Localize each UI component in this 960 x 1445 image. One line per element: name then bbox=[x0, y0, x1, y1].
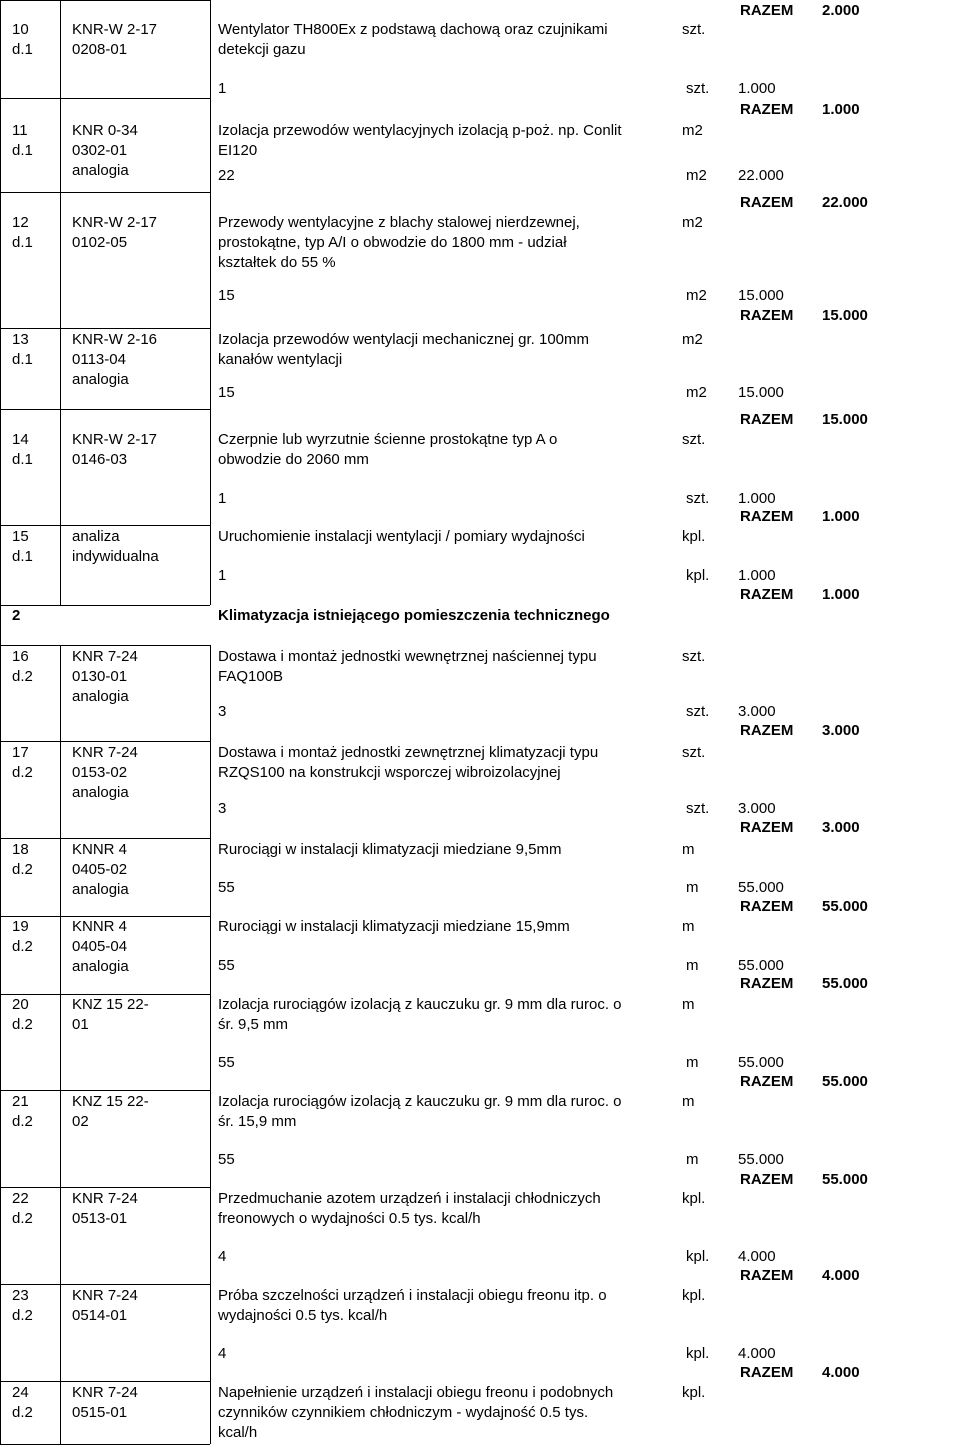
item-code: 0113-04 bbox=[72, 351, 126, 368]
item-unit: kpl. bbox=[682, 528, 706, 545]
razem-label: RAZEM bbox=[740, 819, 794, 836]
item-code: analogia bbox=[72, 784, 129, 801]
item-description: prostokątne, typ A/I o obwodzie do 1800 mm - udział bbox=[218, 234, 567, 251]
razem-label: RAZEM bbox=[740, 586, 794, 603]
item-value: 4.000 bbox=[738, 1248, 776, 1265]
row-divider bbox=[0, 645, 210, 646]
item-code: analogia bbox=[72, 162, 129, 179]
item-code: 0130-01 bbox=[72, 668, 128, 685]
item-description: Izolacja przewodów wentylacyjnych izolacją p-poż. np. Conlit bbox=[218, 122, 622, 139]
item-section: d.2 bbox=[12, 1404, 33, 1421]
item-quantity: 15 bbox=[218, 384, 235, 401]
item-quantity-unit: m bbox=[686, 1151, 699, 1168]
item-code: 0102-05 bbox=[72, 234, 128, 251]
item-description: Wentylator TH800Ex z podstawą dachową oraz czujnikami bbox=[218, 21, 608, 38]
razem-label: RAZEM bbox=[740, 194, 794, 211]
item-value: 1.000 bbox=[738, 80, 776, 97]
item-description: Przedmuchanie azotem urządzeń i instalacji chłodniczych bbox=[218, 1190, 601, 1207]
row-divider bbox=[0, 916, 210, 917]
item-code: KNR-W 2-17 bbox=[72, 431, 158, 448]
item-quantity-unit: kpl. bbox=[686, 1248, 710, 1265]
item-number: 13 bbox=[12, 331, 29, 348]
item-quantity-unit: m2 bbox=[686, 287, 707, 304]
razem-label: RAZEM bbox=[740, 1267, 794, 1284]
item-quantity-unit: kpl. bbox=[686, 567, 710, 584]
item-code: 0208-01 bbox=[72, 41, 128, 58]
razem-value: 55.000 bbox=[822, 1073, 868, 1090]
item-quantity: 55 bbox=[218, 1054, 235, 1071]
item-description: Dostawa i montaż jednostki zewnętrznej klimatyzacji typu bbox=[218, 744, 599, 761]
item-quantity: 1 bbox=[218, 490, 227, 507]
row-divider bbox=[0, 1381, 210, 1382]
item-section: d.2 bbox=[12, 764, 33, 781]
item-description: kcal/h bbox=[218, 1424, 258, 1441]
column-divider bbox=[0, 0, 1, 1444]
item-code: analogia bbox=[72, 958, 129, 975]
item-quantity: 55 bbox=[218, 879, 235, 896]
row-divider bbox=[0, 409, 210, 410]
razem-value: 55.000 bbox=[822, 898, 868, 915]
item-section: d.1 bbox=[12, 41, 33, 58]
item-description: Czerpnie lub wyrzutnie ścienne prostokątne typ A o bbox=[218, 431, 558, 448]
item-description: Dostawa i montaż jednostki wewnętrznej naściennej typu bbox=[218, 648, 597, 665]
razem-label: RAZEM bbox=[740, 898, 794, 915]
item-code: 0405-02 bbox=[72, 861, 128, 878]
row-divider bbox=[0, 605, 210, 606]
item-description: kanałów wentylacji bbox=[218, 351, 343, 368]
razem-value: 1.000 bbox=[822, 586, 860, 603]
item-section: d.2 bbox=[12, 1307, 33, 1324]
razem-value: 1.000 bbox=[822, 101, 860, 118]
razem-value: 55.000 bbox=[822, 1171, 868, 1188]
item-code: 02 bbox=[72, 1113, 89, 1130]
item-quantity: 4 bbox=[218, 1248, 227, 1265]
item-description: Próba szczelności urządzeń i instalacji obiegu freonu itp. o bbox=[218, 1287, 607, 1304]
item-value: 3.000 bbox=[738, 800, 776, 817]
item-description: śr. 15,9 mm bbox=[218, 1113, 297, 1130]
razem-value: 4.000 bbox=[822, 1364, 860, 1381]
item-number: 15 bbox=[12, 528, 29, 545]
item-number: 10 bbox=[12, 21, 29, 38]
column-divider bbox=[60, 0, 61, 605]
column-divider bbox=[210, 645, 211, 1444]
item-section: d.1 bbox=[12, 234, 33, 251]
item-unit: kpl. bbox=[682, 1190, 706, 1207]
item-unit: m2 bbox=[682, 214, 703, 231]
item-quantity: 55 bbox=[218, 957, 235, 974]
razem-label: RAZEM bbox=[740, 508, 794, 525]
item-number: 12 bbox=[12, 214, 29, 231]
item-number: 18 bbox=[12, 841, 29, 858]
razem-label: RAZEM bbox=[740, 1171, 794, 1188]
item-code: KNNR 4 bbox=[72, 918, 128, 935]
item-value: 15.000 bbox=[738, 287, 784, 304]
item-section: d.2 bbox=[12, 1113, 33, 1130]
item-code: KNZ 15 22- bbox=[72, 996, 149, 1013]
item-description: czynników czynnikiem chłodniczym - wydajność 0.5 tys. bbox=[218, 1404, 589, 1421]
item-number: 21 bbox=[12, 1093, 29, 1110]
item-number: 23 bbox=[12, 1287, 29, 1304]
item-description: Uruchomienie instalacji wentylacji / pomiary wydajności bbox=[218, 528, 585, 545]
item-description: Przewody wentylacyjne z blachy stalowej nierdzewnej, bbox=[218, 214, 580, 231]
row-divider bbox=[0, 1090, 210, 1091]
item-code: KNNR 4 bbox=[72, 841, 128, 858]
item-code: KNR 7-24 bbox=[72, 648, 138, 665]
item-description: Rurociągi w instalacji klimatyzacji miedziane 9,5mm bbox=[218, 841, 562, 858]
row-divider bbox=[0, 838, 210, 839]
razem-value: 3.000 bbox=[822, 819, 860, 836]
item-value: 55.000 bbox=[738, 1054, 784, 1071]
item-unit: szt. bbox=[682, 431, 706, 448]
item-code: indywidualna bbox=[72, 548, 159, 565]
item-section: d.2 bbox=[12, 861, 33, 878]
item-value: 55.000 bbox=[738, 879, 784, 896]
item-code: 0515-01 bbox=[72, 1404, 128, 1421]
item-value: 4.000 bbox=[738, 1345, 776, 1362]
item-quantity-unit: szt. bbox=[686, 490, 710, 507]
item-description: Izolacja przewodów wentylacji mechanicznej gr. 100mm bbox=[218, 331, 590, 348]
razem-label: RAZEM bbox=[740, 975, 794, 992]
item-code: KNZ 15 22- bbox=[72, 1093, 149, 1110]
item-description: wydajności 0.5 tys. kcal/h bbox=[218, 1307, 388, 1324]
item-code: KNR 7-24 bbox=[72, 1190, 138, 1207]
item-number: 20 bbox=[12, 996, 29, 1013]
item-code: KNR-W 2-17 bbox=[72, 21, 158, 38]
item-code: KNR-W 2-16 bbox=[72, 331, 158, 348]
row-divider bbox=[0, 994, 210, 995]
item-section: d.1 bbox=[12, 548, 33, 565]
razem-label: RAZEM bbox=[740, 411, 794, 428]
item-code: analiza bbox=[72, 528, 120, 545]
item-description: FAQ100B bbox=[218, 668, 284, 685]
row-divider bbox=[0, 1284, 210, 1285]
razem-value: 3.000 bbox=[822, 722, 860, 739]
item-description: Izolacja rurociągów izolacją z kauczuku gr. 9 mm dla ruroc. o bbox=[218, 996, 622, 1013]
item-description: obwodzie do 2060 mm bbox=[218, 451, 369, 468]
item-unit: m bbox=[682, 918, 695, 935]
item-code: analogia bbox=[72, 371, 129, 388]
item-value: 55.000 bbox=[738, 1151, 784, 1168]
column-divider bbox=[210, 0, 211, 605]
item-quantity-unit: szt. bbox=[686, 703, 710, 720]
section-title: Klimatyzacja istniejącego pomieszczenia technicznego bbox=[218, 607, 610, 624]
item-description: EI120 bbox=[218, 142, 258, 159]
item-code: 0302-01 bbox=[72, 142, 128, 159]
item-unit: kpl. bbox=[682, 1384, 706, 1401]
row-divider bbox=[0, 1187, 210, 1188]
item-unit: m bbox=[682, 996, 695, 1013]
razem-label: RAZEM bbox=[740, 307, 794, 324]
column-divider bbox=[60, 645, 61, 1444]
item-quantity-unit: m bbox=[686, 879, 699, 896]
item-quantity: 1 bbox=[218, 567, 227, 584]
item-code: KNR 7-24 bbox=[72, 744, 138, 761]
item-number: 14 bbox=[12, 431, 29, 448]
razem-label: RAZEM bbox=[740, 722, 794, 739]
razem-value: 15.000 bbox=[822, 307, 868, 324]
item-quantity-unit: m bbox=[686, 1054, 699, 1071]
item-unit: m bbox=[682, 1093, 695, 1110]
item-section: d.2 bbox=[12, 1210, 33, 1227]
item-description: freonowych o wydajności 0.5 tys. kcal/h bbox=[218, 1210, 481, 1227]
item-section: d.1 bbox=[12, 351, 33, 368]
item-quantity-unit: m2 bbox=[686, 384, 707, 401]
item-description: Rurociągi w instalacji klimatyzacji miedziane 15,9mm bbox=[218, 918, 570, 935]
item-description: Izolacja rurociągów izolacją z kauczuku gr. 9 mm dla ruroc. o bbox=[218, 1093, 622, 1110]
item-quantity: 1 bbox=[218, 80, 227, 97]
razem-value: 2.000 bbox=[822, 2, 860, 19]
item-value: 22.000 bbox=[738, 167, 784, 184]
razem-value: 1.000 bbox=[822, 508, 860, 525]
row-divider bbox=[0, 525, 210, 526]
item-section: d.2 bbox=[12, 668, 33, 685]
item-number: 16 bbox=[12, 648, 29, 665]
item-value: 1.000 bbox=[738, 567, 776, 584]
item-code: analogia bbox=[72, 688, 129, 705]
item-description: kształtek do 55 % bbox=[218, 254, 336, 271]
item-quantity: 3 bbox=[218, 703, 227, 720]
section-number: 2 bbox=[12, 607, 21, 624]
razem-value: 15.000 bbox=[822, 411, 868, 428]
item-number: 11 bbox=[12, 122, 28, 139]
item-number: 22 bbox=[12, 1190, 29, 1207]
row-divider bbox=[0, 0, 210, 1]
item-code: 0405-04 bbox=[72, 938, 128, 955]
razem-value: 4.000 bbox=[822, 1267, 860, 1284]
item-unit: kpl. bbox=[682, 1287, 706, 1304]
item-quantity: 55 bbox=[218, 1151, 235, 1168]
item-code: KNR 7-24 bbox=[72, 1384, 138, 1401]
item-quantity-unit: szt. bbox=[686, 800, 710, 817]
item-quantity: 3 bbox=[218, 800, 227, 817]
item-code: KNR 0-34 bbox=[72, 122, 138, 139]
razem-label: RAZEM bbox=[740, 1364, 794, 1381]
row-divider bbox=[0, 98, 210, 99]
razem-label: RAZEM bbox=[740, 1073, 794, 1090]
item-quantity: 4 bbox=[218, 1345, 227, 1362]
item-description: RZQS100 na konstrukcji wsporczej wibroizolacyjnej bbox=[218, 764, 561, 781]
item-code: 0514-01 bbox=[72, 1307, 128, 1324]
row-divider bbox=[0, 741, 210, 742]
item-code: 0146-03 bbox=[72, 451, 128, 468]
item-quantity-unit: kpl. bbox=[686, 1345, 710, 1362]
item-quantity-unit: m2 bbox=[686, 167, 707, 184]
item-quantity-unit: szt. bbox=[686, 80, 710, 97]
razem-value: 22.000 bbox=[822, 194, 868, 211]
item-number: 19 bbox=[12, 918, 29, 935]
item-unit: szt. bbox=[682, 21, 706, 38]
item-section: d.2 bbox=[12, 938, 33, 955]
item-value: 55.000 bbox=[738, 957, 784, 974]
item-quantity-unit: m bbox=[686, 957, 699, 974]
item-section: d.2 bbox=[12, 1016, 33, 1033]
row-divider bbox=[0, 328, 210, 329]
item-unit: m bbox=[682, 841, 695, 858]
razem-label: RAZEM bbox=[740, 2, 794, 19]
row-divider bbox=[0, 192, 210, 193]
item-unit: m2 bbox=[682, 331, 703, 348]
item-section: d.1 bbox=[12, 451, 33, 468]
item-code: KNR-W 2-17 bbox=[72, 214, 158, 231]
item-number: 17 bbox=[12, 744, 29, 761]
item-value: 3.000 bbox=[738, 703, 776, 720]
item-value: 15.000 bbox=[738, 384, 784, 401]
item-code: 01 bbox=[72, 1016, 89, 1033]
item-code: 0153-02 bbox=[72, 764, 128, 781]
item-value: 1.000 bbox=[738, 490, 776, 507]
item-unit: m2 bbox=[682, 122, 703, 139]
item-unit: szt. bbox=[682, 744, 706, 761]
razem-value: 55.000 bbox=[822, 975, 868, 992]
razem-label: RAZEM bbox=[740, 101, 794, 118]
item-description: detekcji gazu bbox=[218, 41, 306, 58]
item-unit: szt. bbox=[682, 648, 706, 665]
item-section: d.1 bbox=[12, 142, 33, 159]
item-quantity: 15 bbox=[218, 287, 235, 304]
item-description: Napełnienie urządzeń i instalacji obiegu freonu i podobnych bbox=[218, 1384, 614, 1401]
item-description: śr. 9,5 mm bbox=[218, 1016, 289, 1033]
item-number: 24 bbox=[12, 1384, 29, 1401]
item-quantity: 22 bbox=[218, 167, 235, 184]
item-code: analogia bbox=[72, 881, 129, 898]
item-code: 0513-01 bbox=[72, 1210, 128, 1227]
item-code: KNR 7-24 bbox=[72, 1287, 138, 1304]
